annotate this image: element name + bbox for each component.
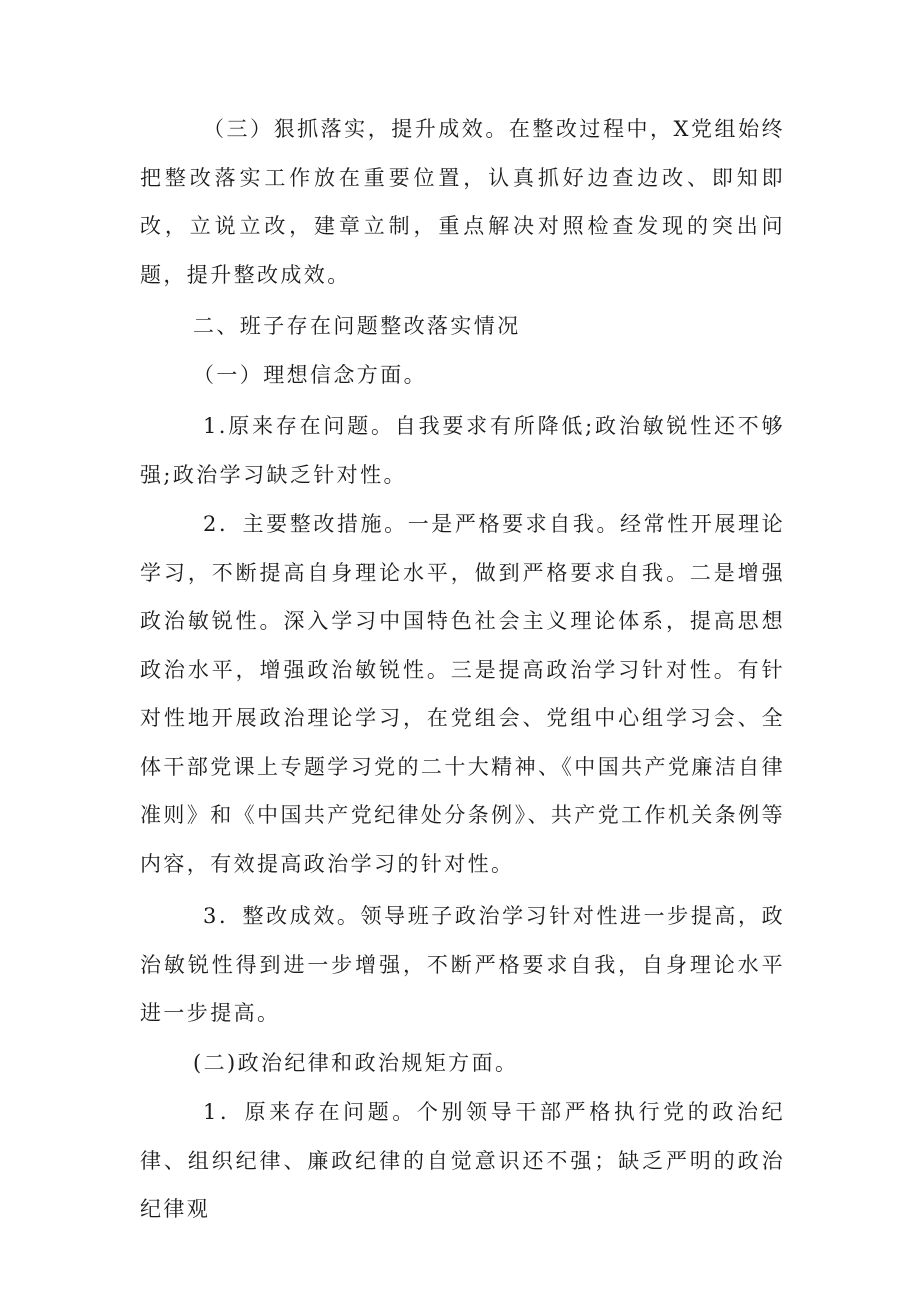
paragraph-rectification-results: 3．整改成效。领导班子政治学习针对性进一步提高，政治敏锐性得到进一步增强，不断严格要求自我，自身理论水平进一步提高。 [140, 904, 785, 1025]
paragraph-original-problems-1: 1.原来存在问题。自我要求有所降低;政治敏锐性还不够强;政治学习缺乏针对性。 [140, 414, 785, 487]
paragraph-original-problems-2: 1．原来存在问题。个别领导干部严格执行党的政治纪律、组织纪律、廉政纪律的自觉意识还不强；缺乏严明的政治纪律观 [140, 1100, 785, 1221]
subsection-heading-political-discipline: (二)政治纪律和政治规矩方面。 [193, 1051, 519, 1075]
section-heading-team-issues: 二、班子存在问题整改落实情况 [193, 314, 521, 338]
subsection-heading-ideals-beliefs: （一）理想信念方面。 [193, 363, 427, 387]
paragraph-rectification-effectiveness: （三）狠抓落实，提升成效。在整改过程中，X党组始终把整改落实工作放在重要位置，认真抓好边查边改、即知即改，立说立改，建章立制，重点解决对照检查发现的突出问题，提升整改成效。 [140, 117, 785, 287]
paragraph-main-measures: 2．主要整改措施。一是严格要求自我。经常性开展理论学习，不断提高自身理论水平，做到严格要求自我。二是增强政治敏锐性。深入学习中国特色社会主义理论体系，提高思想政治水平，增强政治敏锐性。三是提高政治学习针对性。有针对性地开展政治理论学习，在党组会、党组中心组学习会、全体干部党课上专题学习党的二十大精神、《中国共产党廉洁自律准则》和《中国共产党纪律处分条例》、共产党工作机关条例等内容，有效提高政治学习的针对性。 [140, 512, 785, 876]
